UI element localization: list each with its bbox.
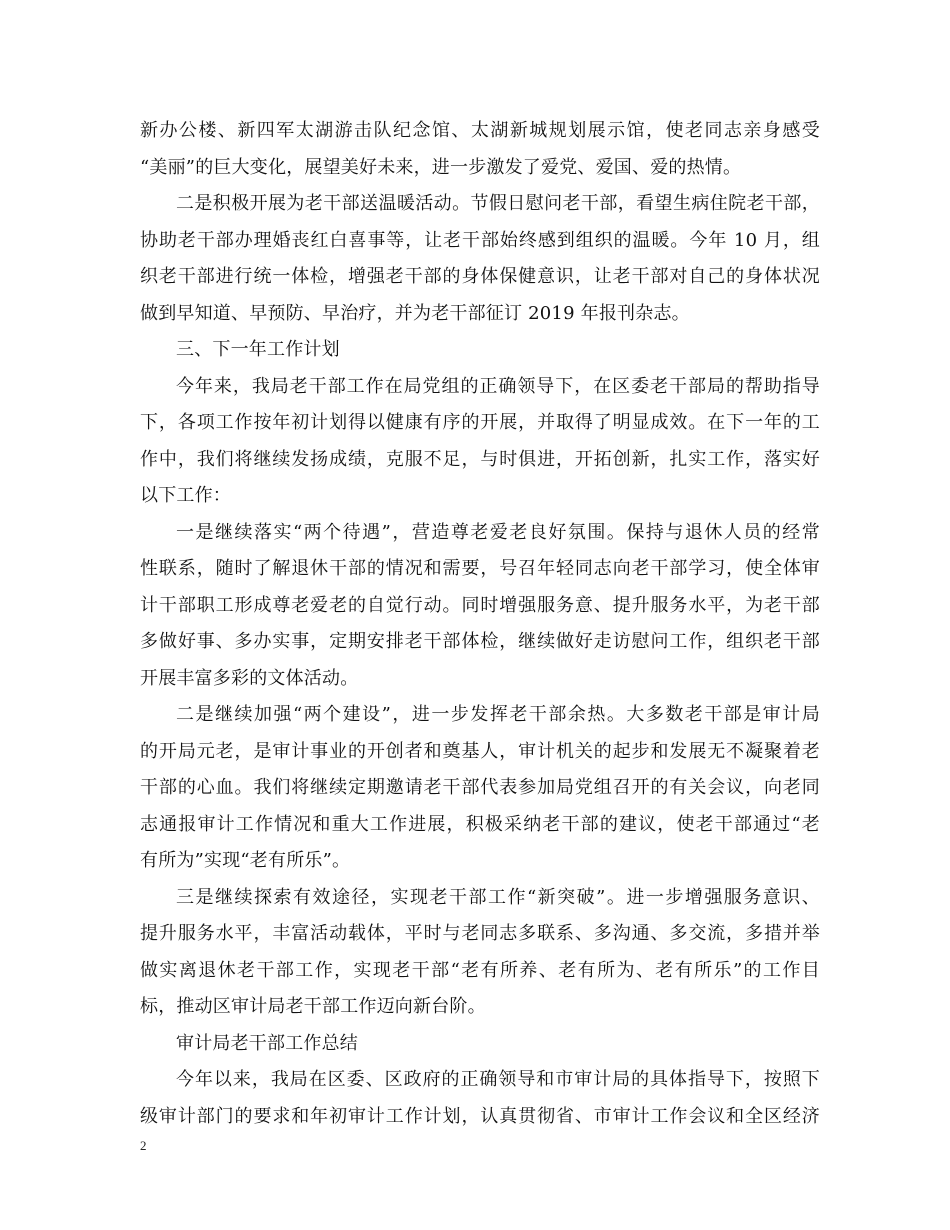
text-line: 计干部职工形成尊老爱老的自觉行动。同时增强服务意、提升服务水平，为老干部 [140,594,820,616]
text-line: 织老干部进行统一体检，增强老干部的身体保健意识，让老干部对自己的身体状况 [140,266,820,287]
text-line: 开展丰富多彩的文体活动。 [140,667,359,689]
text-line: 下，各项工作按年初计划得以健康有序的开展，并取得了明显成效。在下一年的工 [140,412,820,433]
text-line: 今年以来，我局在区委、区政府的正确领导和市审计局的具体指导下，按照下 [176,1069,820,1090]
text-line: 做到早知道、早预防、早治疗，并为老干部征订 2019 年报刊杂志。 [140,302,690,324]
text-line: 性联系，随时了解退休干部的情况和需要，号召年轻同志向老干部学习，使全体审 [140,558,820,579]
text-line: “美丽”的巨大变化，展望美好未来，进一步激发了爱党、爱国、爱的热情。 [140,156,742,178]
text-line: 级审计部门的要求和年初审计工作计划，认真贯彻省、市审计工作会议和全区经济 [140,1105,820,1127]
text-line: 以下工作： [140,485,231,506]
text-line: 今年来，我局老干部工作在局党组的正确领导下，在区委老干部局的帮助指导 [176,375,820,397]
text-line: 做实离退休老干部工作，实现老干部“老有所养、老有所为、老有所乐”的工作目 [140,959,820,981]
section-heading: 审计局老干部工作总结 [176,1032,358,1054]
text-line: 提升服务水平，丰富活动载体，平时与老同志多联系、多沟通、多交流，多措并举 [140,923,820,944]
text-line: 二是积极开展为老干部送温暖活动。节假日慰问老干部，看望生病住院老干部， [176,193,820,214]
text-line: 志通报审计工作情况和重大工作进展，积极采纳老干部的建议，使老干部通过“老 [140,813,820,835]
document-body [140,113,820,1135]
text-line: 干部的心血。我们将继续定期邀请老干部代表参加局党组召开的有关会议，向老同 [140,777,820,798]
text-line: 一是继续落实“两个待遇”，营造尊老爱老良好氛围。保持与退休人员的经常 [176,521,820,543]
text-line: 协助老干部办理婚丧红白喜事等，让老干部始终感到组织的温暖。今年 10 月，组 [140,229,820,251]
text-line: 的开局元老，是审计事业的开创者和奠基人，审计机关的起步和发展无不凝聚着老 [140,740,820,762]
text-line: 三是继续探索有效途径，实现老干部工作“新突破”。进一步增强服务意识、 [176,886,820,908]
text-line: 作中，我们将继续发扬成绩，克服不足，与时俱进，开拓创新，扎实工作，落实好 [140,448,820,470]
text-line: 标，推动区审计局老干部工作迈向新台阶。 [140,996,486,1017]
text-line: 多做好事、多办实事，定期安排老干部体检，继续做好走访慰问工作，组织老干部 [140,631,820,652]
text-line: 有所为”实现“老有所乐”。 [140,850,351,871]
page-number: 2 [140,1138,147,1153]
section-heading: 三、下一年工作计划 [176,339,340,360]
text-line: 二是继续加强“两个建设”，进一步发挥老干部余热。大多数老干部是审计局 [176,704,820,725]
text-line: 新办公楼、新四军太湖游击队纪念馆、太湖新城规划展示馆，使老同志亲身感受 [140,120,820,141]
